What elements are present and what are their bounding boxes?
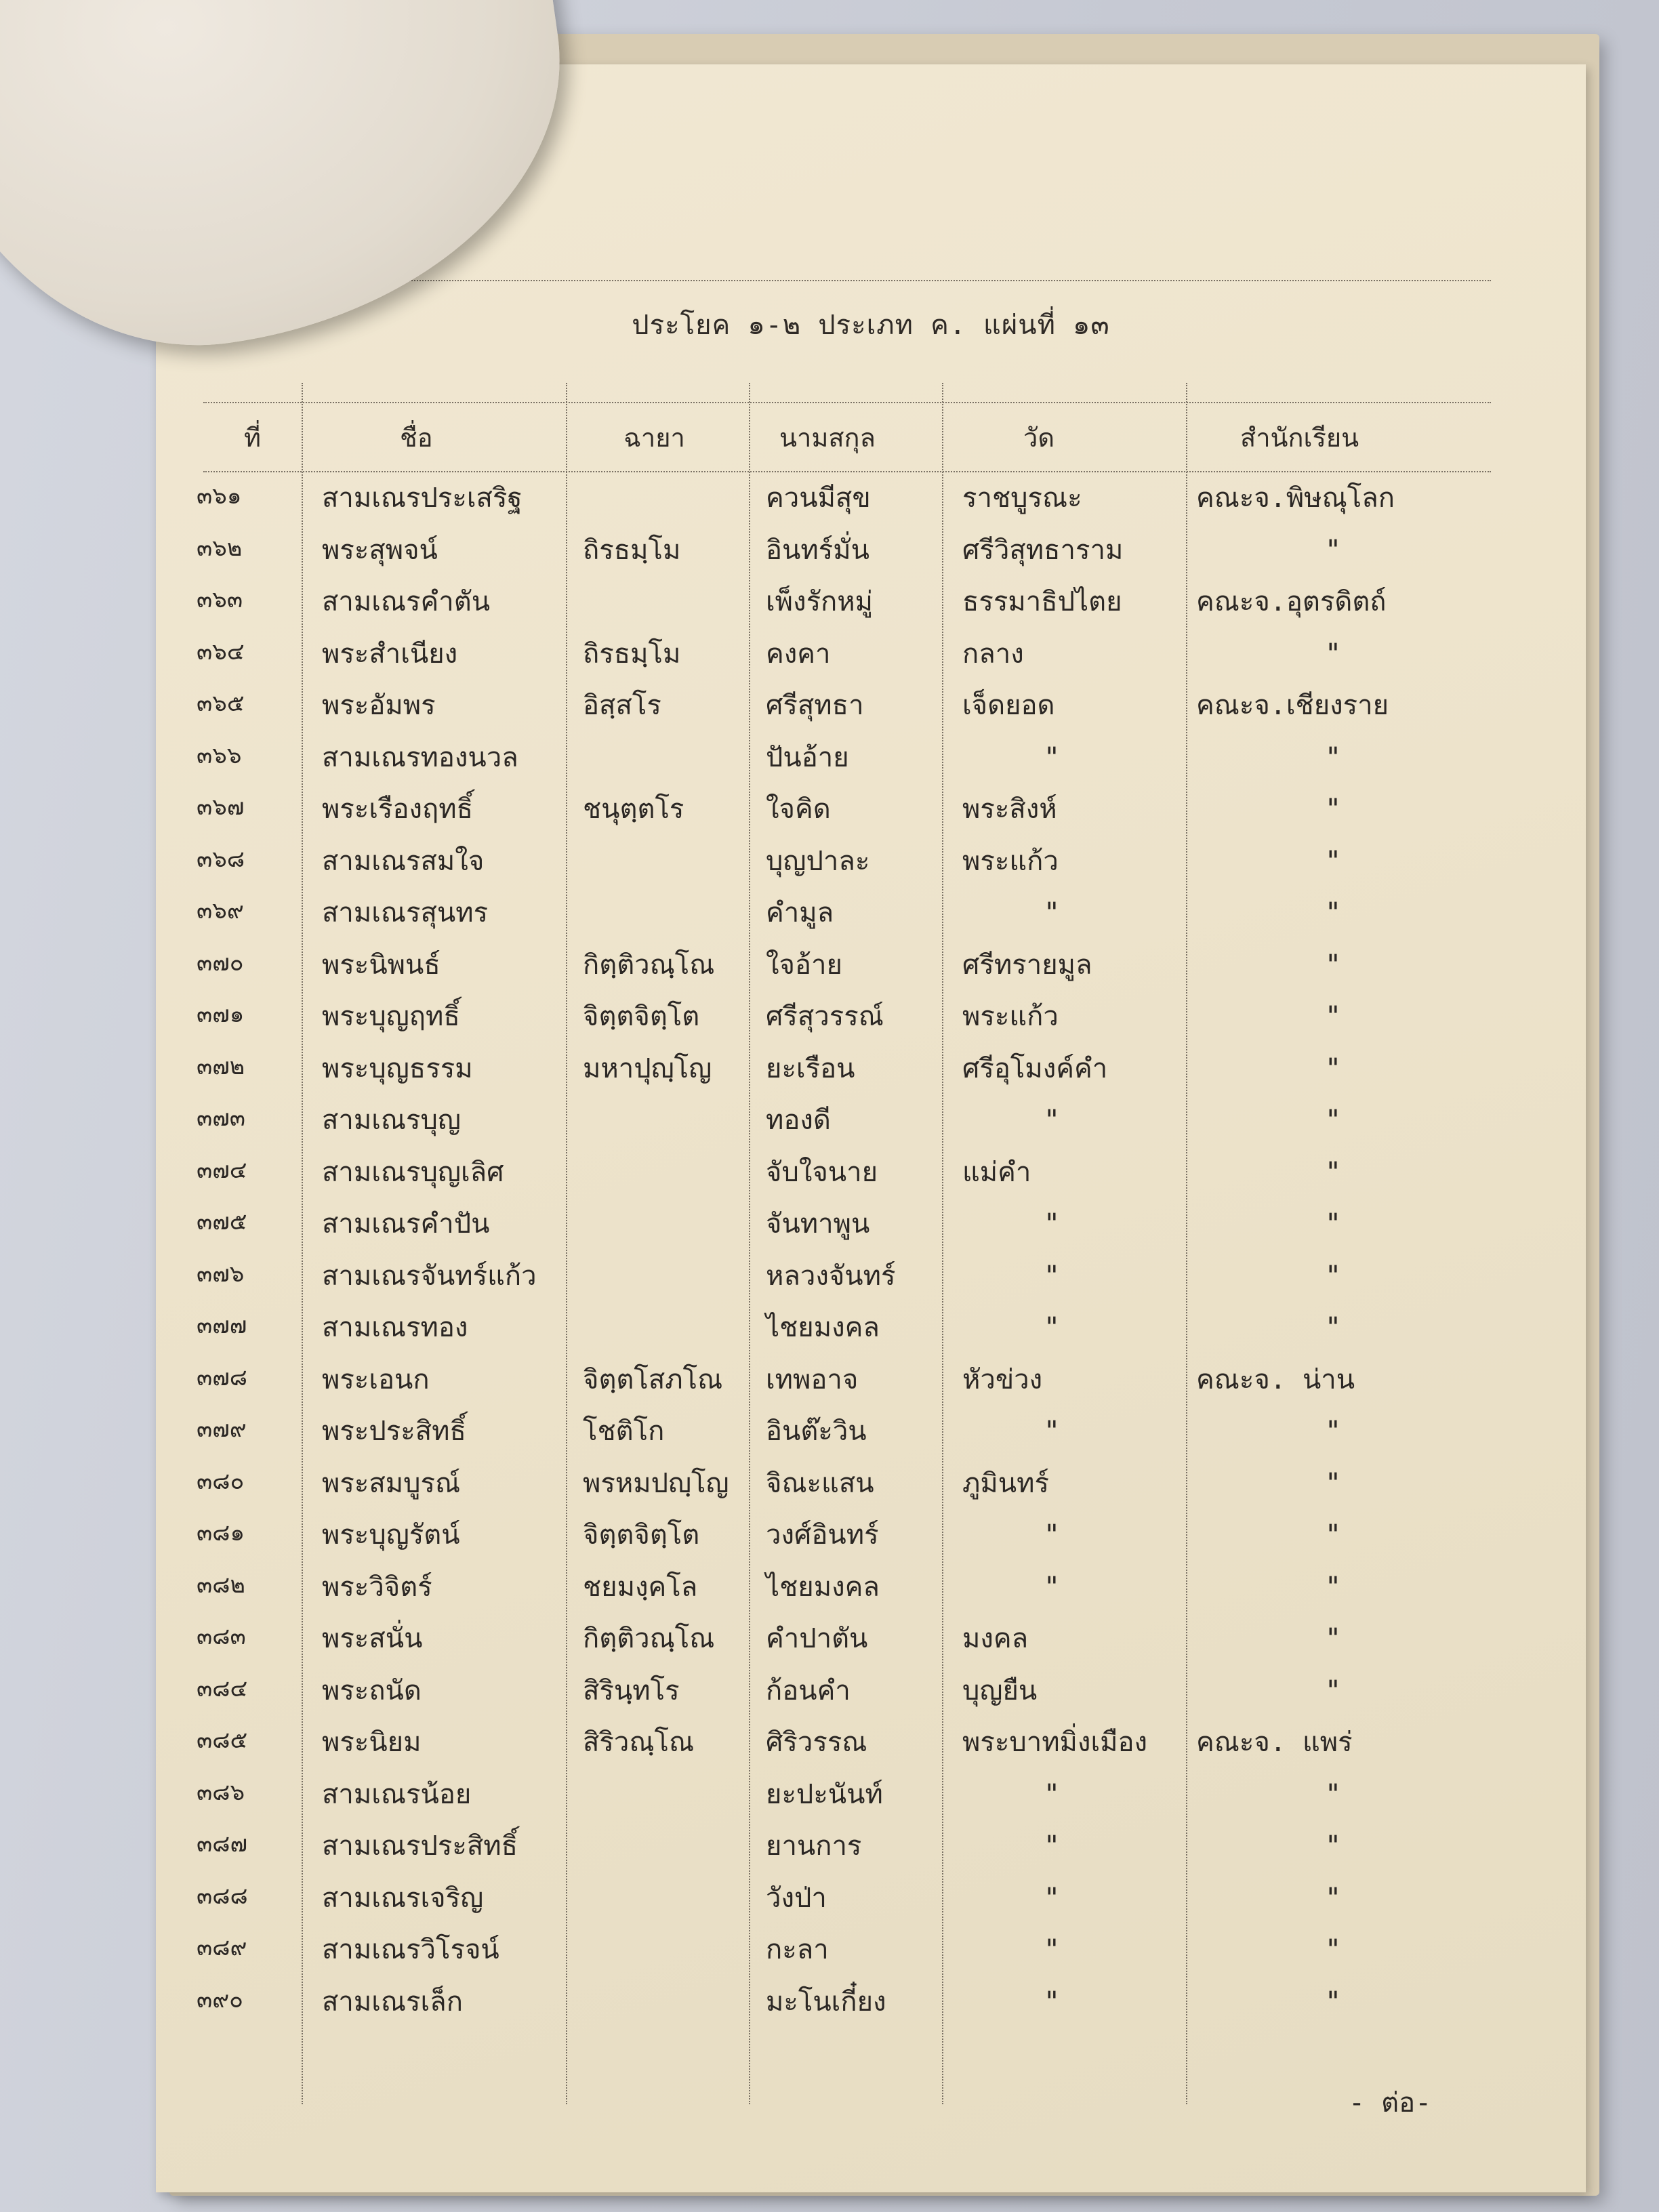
- row-surname: ปันอ้าย: [766, 741, 849, 773]
- row-number: ๓๘๗: [197, 1830, 248, 1858]
- row-school: คณะจ. แพร่: [1196, 1727, 1353, 1758]
- row-name: สามเณรสมใจ: [322, 845, 485, 877]
- column-divider: [749, 383, 750, 2104]
- column-header-no: ที่: [244, 423, 262, 453]
- row-surname: ทองดี: [766, 1105, 831, 1136]
- row-name: พระบุญรัตน์: [322, 1519, 460, 1551]
- row-number: ๓๗๒: [197, 1052, 245, 1080]
- row-wat: ราชบูรณะ: [962, 483, 1082, 514]
- row-name: พระนิพนธ์: [322, 949, 441, 981]
- row-wat: ศรีวิสุทธาราม: [962, 534, 1124, 566]
- row-name: สามเณรประเสริฐ: [322, 483, 523, 514]
- row-wat: มงคล: [962, 1623, 1029, 1654]
- row-surname: คำปาตัน: [766, 1623, 868, 1654]
- row-school: ": [1325, 1208, 1342, 1240]
- row-school: คณะจ.เชียงราย: [1196, 690, 1389, 721]
- row-number: ๓๗๐: [197, 949, 244, 977]
- row-name: สามเณรคำตัน: [322, 586, 491, 617]
- row-school: ": [1325, 1001, 1342, 1032]
- row-chaya: ชนุตฺตโร: [583, 794, 684, 825]
- row-wat: ": [1044, 1105, 1061, 1136]
- column-header-chaya: ฉายา: [623, 423, 685, 453]
- row-surname: ยานการ: [766, 1830, 862, 1862]
- row-school: ": [1325, 1519, 1342, 1551]
- row-wat: ": [1044, 1519, 1061, 1551]
- row-surname: ใจอ้าย: [766, 949, 842, 981]
- row-name: สามเณรวิโรจน์: [322, 1934, 499, 1965]
- row-number: ๓๖๘: [197, 845, 245, 873]
- row-number: ๓๖๑: [197, 483, 242, 510]
- row-school: ": [1325, 1312, 1342, 1343]
- row-chaya: กิตฺติวณฺโณ: [583, 949, 715, 981]
- row-school: ": [1325, 949, 1342, 981]
- row-school: ": [1325, 1260, 1342, 1292]
- row-surname: วงศ์อินทร์: [766, 1519, 879, 1551]
- row-surname: บุญปาละ: [766, 845, 870, 877]
- row-number: ๓๗๘: [197, 1364, 248, 1391]
- row-name: พระนิยม: [322, 1727, 422, 1758]
- row-wat: เจ็ดยอด: [962, 690, 1055, 721]
- row-surname: ยะเรือน: [766, 1052, 855, 1084]
- row-wat: ": [1044, 1882, 1061, 1914]
- row-chaya: อิสฺสโร: [583, 690, 661, 721]
- row-school: ": [1325, 845, 1342, 877]
- row-wat: ": [1044, 1208, 1061, 1240]
- row-name: สามเณรสุนทร: [322, 897, 489, 928]
- row-number: ๓๗๗: [197, 1312, 247, 1339]
- row-number: ๓๖๓: [197, 586, 243, 613]
- row-school: คณะจ.พิษณุโลก: [1196, 483, 1395, 514]
- row-surname: จิณะแสน: [766, 1467, 874, 1499]
- row-chaya: ถิรธมฺโม: [583, 638, 681, 670]
- column-header-school: สำนักเรียน: [1240, 423, 1359, 453]
- row-wat: พระบาทมิ่งเมือง: [962, 1727, 1148, 1758]
- row-chaya: พรหมปญฺโญ: [583, 1467, 729, 1499]
- row-wat: ": [1044, 1986, 1061, 2018]
- row-name: พระวิจิตร์: [322, 1571, 432, 1603]
- row-school: ": [1325, 1986, 1342, 2018]
- row-number: ๓๗๖: [197, 1260, 245, 1288]
- row-wat: ": [1044, 1416, 1061, 1447]
- row-name: พระประสิทธิ์: [322, 1416, 466, 1447]
- row-school: ": [1325, 1934, 1342, 1965]
- row-surname: หลวงจันทร์: [766, 1260, 896, 1292]
- row-number: ๓๘๓: [197, 1623, 246, 1650]
- row-name: สามเณรประสิทธิ์: [322, 1830, 518, 1862]
- row-number: ๓๘๒: [197, 1571, 245, 1599]
- row-wat: ": [1044, 741, 1061, 773]
- row-number: ๓๖๒: [197, 534, 243, 562]
- row-name: พระอัมพร: [322, 690, 436, 721]
- row-surname: ไชยมงคล: [766, 1312, 880, 1343]
- row-number: ๓๗๔: [197, 1156, 247, 1184]
- continued-mark: - ต่อ-: [1349, 2087, 1432, 2118]
- row-school: ": [1325, 1052, 1342, 1084]
- row-surname: ศรีสุวรรณ์: [766, 1001, 884, 1032]
- row-surname: เทพอาจ: [766, 1364, 859, 1395]
- row-name: พระสนั่น: [322, 1623, 423, 1654]
- column-header-name: ชื่อ: [400, 423, 433, 453]
- row-number: ๓๗๓: [197, 1105, 246, 1132]
- row-school: ": [1325, 1416, 1342, 1447]
- row-number: ๓๘๙: [197, 1934, 247, 1961]
- row-name: พระสุพจน์: [322, 534, 438, 566]
- row-number: ๓๘๑: [197, 1519, 245, 1547]
- row-school: ": [1325, 1571, 1342, 1603]
- row-surname: อินทร์มั่น: [766, 534, 869, 566]
- row-surname: ใจคิด: [766, 794, 831, 825]
- row-chaya: จิตฺตจิตฺโต: [583, 1519, 700, 1551]
- row-wat: ธรรมาธิปไตย: [962, 586, 1122, 617]
- column-divider: [942, 383, 943, 2104]
- row-school: คณะจ.อุตรดิตถ์: [1196, 586, 1387, 617]
- row-number: ๓๘๔: [197, 1675, 248, 1702]
- row-chaya: สิริวณฺโณ: [583, 1727, 695, 1758]
- row-surname: กะลา: [766, 1934, 829, 1965]
- row-wat: ": [1044, 897, 1061, 928]
- row-school: ": [1325, 741, 1342, 773]
- row-wat: หัวข่วง: [962, 1364, 1043, 1395]
- row-surname: วังป่า: [766, 1882, 827, 1914]
- row-wat: ": [1044, 1260, 1061, 1292]
- row-number: ๓๘๐: [197, 1467, 245, 1495]
- column-divider: [302, 383, 303, 2104]
- header-top-rule: [203, 402, 1491, 403]
- row-name: พระถนัด: [322, 1675, 422, 1706]
- row-name: พระเอนก: [322, 1364, 430, 1395]
- row-school: ": [1325, 1830, 1342, 1862]
- row-number: ๓๖๙: [197, 897, 244, 924]
- row-surname: จันทาพูน: [766, 1208, 870, 1240]
- row-name: สามเณรบุญ: [322, 1105, 461, 1136]
- row-chaya: สิรินฺทโร: [583, 1675, 680, 1706]
- row-surname: ยะปะนันท์: [766, 1778, 883, 1810]
- row-name: สามเณรบุญเลิศ: [322, 1156, 504, 1188]
- row-number: ๓๗๑: [197, 1001, 245, 1028]
- row-name: สามเณรเล็ก: [322, 1986, 463, 2018]
- row-name: พระบุญธรรม: [322, 1052, 473, 1084]
- row-name: สามเณรทองนวล: [322, 741, 518, 773]
- row-number: ๓๖๕: [197, 690, 245, 717]
- row-surname: ก้อนคำ: [766, 1675, 851, 1706]
- row-school: ": [1325, 1623, 1342, 1654]
- row-surname: มะโนเกี๋ยง: [766, 1986, 886, 2018]
- row-wat: ": [1044, 1778, 1061, 1810]
- row-number: ๓๗๙: [197, 1416, 247, 1443]
- row-wat: ": [1044, 1934, 1061, 1965]
- row-school: คณะจ. น่าน: [1196, 1364, 1355, 1395]
- row-wat: กลาง: [962, 638, 1024, 670]
- row-chaya: จิตฺตโสภโณ: [583, 1364, 723, 1395]
- row-name: พระเรืองฤทธิ์: [322, 794, 474, 825]
- row-name: พระบุญฤทธิ์: [322, 1001, 460, 1032]
- row-surname: ศรีสุทธา: [766, 690, 864, 721]
- row-name: สามเณรจันทร์แก้ว: [322, 1260, 537, 1292]
- row-school: ": [1325, 1467, 1342, 1499]
- row-school: ": [1325, 897, 1342, 928]
- row-chaya: โชติโก: [583, 1416, 665, 1447]
- row-number: ๓๗๕: [197, 1208, 247, 1235]
- row-number: ๓๙๐: [197, 1986, 243, 2013]
- row-school: ": [1325, 534, 1342, 566]
- row-name: สามเณรน้อย: [322, 1778, 472, 1810]
- page-header: ประโยค ๑-๒ ประเภท ค. แผ่นที่ ๑๓: [632, 310, 1110, 341]
- column-header-wat: วัด: [1023, 423, 1055, 453]
- row-surname: อินต๊ะวิน: [766, 1416, 867, 1447]
- row-surname: คงคา: [766, 638, 831, 670]
- row-school: ": [1325, 1105, 1342, 1136]
- row-name: สามเณรคำปัน: [322, 1208, 490, 1240]
- row-name: พระสำเนียง: [322, 638, 458, 670]
- row-school: ": [1325, 1156, 1342, 1188]
- column-divider: [566, 383, 567, 2104]
- column-header-surname: นามสกุล: [779, 423, 876, 453]
- row-surname: ศิริวรรณ: [766, 1727, 867, 1758]
- row-chaya: จิตฺตจิตฺโต: [583, 1001, 700, 1032]
- row-wat: บุญยืน: [962, 1675, 1038, 1706]
- row-school: ": [1325, 794, 1342, 825]
- row-wat: พระแก้ว: [962, 1001, 1059, 1032]
- row-chaya: ชยมงฺคโล: [583, 1571, 698, 1603]
- row-wat: ภูมินทร์: [962, 1467, 1049, 1499]
- row-surname: ควนมีสุข: [766, 483, 871, 514]
- row-number: ๓๘๕: [197, 1727, 248, 1754]
- row-school: ": [1325, 1778, 1342, 1810]
- row-wat: พระแก้ว: [962, 845, 1059, 877]
- row-school: ": [1325, 1882, 1342, 1914]
- row-wat: ศรีทรายมูล: [962, 949, 1092, 981]
- row-number: ๓๖๖: [197, 741, 242, 769]
- row-number: ๓๖๔: [197, 638, 245, 665]
- row-surname: ไชยมงคล: [766, 1571, 880, 1603]
- row-number: ๓๖๗: [197, 794, 245, 821]
- row-number: ๓๘๖: [197, 1778, 245, 1806]
- row-name: สามเณรเจริญ: [322, 1882, 484, 1914]
- row-chaya: มหาปุญฺโญ: [583, 1052, 712, 1084]
- row-surname: จับใจนาย: [766, 1156, 878, 1188]
- row-wat: พระสิงห์: [962, 794, 1057, 825]
- header-bottom-rule: [203, 471, 1491, 472]
- row-number: ๓๘๘: [197, 1882, 248, 1910]
- row-wat: แม่คำ: [962, 1156, 1031, 1188]
- row-wat: ": [1044, 1312, 1061, 1343]
- row-chaya: ถิรธมฺโม: [583, 534, 681, 566]
- row-wat: ศรีอุโมงค์คำ: [962, 1052, 1108, 1084]
- row-surname: คำมูล: [766, 897, 834, 928]
- row-school: ": [1325, 1675, 1342, 1706]
- row-chaya: กิตฺติวณฺโณ: [583, 1623, 715, 1654]
- row-school: ": [1325, 638, 1342, 670]
- document-page: [156, 64, 1586, 2192]
- row-wat: ": [1044, 1830, 1061, 1862]
- row-surname: เพ็งรักหมู่: [766, 586, 874, 617]
- column-divider: [1186, 383, 1187, 2104]
- row-name: สามเณรทอง: [322, 1312, 468, 1343]
- row-name: พระสมบูรณ์: [322, 1467, 461, 1499]
- row-wat: ": [1044, 1571, 1061, 1603]
